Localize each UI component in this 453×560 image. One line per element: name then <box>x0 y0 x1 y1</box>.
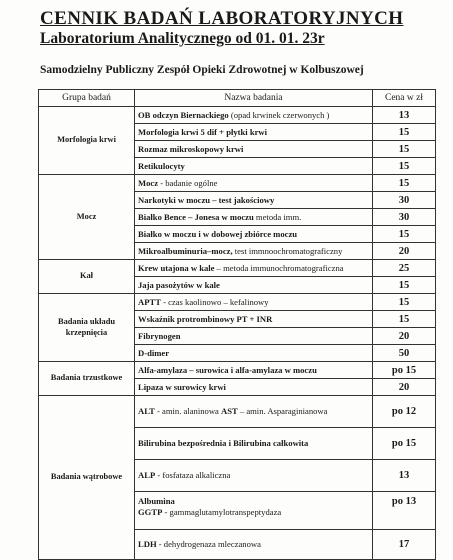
table-row <box>39 175 436 192</box>
column-header-group: Grupa badań <box>39 90 135 107</box>
test-price: 50 <box>373 345 436 362</box>
test-name: D-dimer <box>135 345 373 362</box>
test-price: 25 <box>373 260 436 277</box>
test-price: 15 <box>373 158 436 175</box>
test-price: 13 <box>373 460 436 492</box>
table-row <box>39 294 436 311</box>
group-cell-kal: Kał <box>39 260 135 294</box>
test-price: 20 <box>373 328 436 345</box>
test-name: Jaja pasożytów w kale <box>135 277 373 294</box>
test-name: Białko Bence – Jonesa w moczu metoda imm. <box>135 209 373 226</box>
test-name: OB odczyn Biernackiego (opad krwinek czerwonych ) <box>135 107 373 124</box>
test-price: po 15 <box>373 362 436 379</box>
column-header-name: Nazwa badania <box>135 90 373 107</box>
test-name: LDH - dehydrogenaza mleczanowa <box>135 530 373 560</box>
column-header-price: Cena w zł <box>373 90 436 107</box>
group-cell-krzepniecie: Badania układu krzepnięcia <box>39 294 135 362</box>
test-name: Morfologia krwi 5 dif + płytki krwi <box>135 124 373 141</box>
price-table <box>38 89 436 560</box>
test-name: Bilirubina bezpośrednia i Bilirubina całkowita <box>135 428 373 460</box>
test-price: po 15 <box>373 428 436 460</box>
test-price: 15 <box>373 294 436 311</box>
test-price: 15 <box>373 226 436 243</box>
test-name: ALT - amin. alaninowa AST – amin. Asparaginianowa <box>135 396 373 428</box>
group-cell-watroba: Badania wątrobowe <box>39 396 135 560</box>
test-price: 15 <box>373 311 436 328</box>
test-price: 15 <box>373 175 436 192</box>
group-cell-morfologia: Morfologia krwi <box>39 107 135 175</box>
test-price: 30 <box>373 192 436 209</box>
test-name: Mocz - badanie ogólne <box>135 175 373 192</box>
table-row <box>39 107 436 124</box>
test-name: Albumina GGTP - gammaglutamylotranspeptydaza <box>135 492 373 530</box>
test-name: Białko w moczu i w dobowej zbiórce moczu <box>135 226 373 243</box>
test-name: Alfa-amylaza – surowica i alfa-amylaza w moczu <box>135 362 373 379</box>
table-row <box>39 396 436 428</box>
test-name: APTT - czas kaolinowo – kefalinowy <box>135 294 373 311</box>
group-cell-trzustka: Badania trzustkowe <box>39 362 135 396</box>
test-price: 30 <box>373 209 436 226</box>
test-name: Rozmaz mikroskopowy krwi <box>135 141 373 158</box>
test-price: 20 <box>373 243 436 260</box>
table-header-row <box>39 90 436 107</box>
test-name: Narkotyki w moczu – test jakościowy <box>135 192 373 209</box>
test-name: Mikroalbuminuria–mocz, test immnoochromatograficzny <box>135 243 373 260</box>
organization-name: Samodzielny Publiczny Zespół Opieki Zdrowotnej w Kolbuszowej <box>40 64 364 76</box>
test-price: 20 <box>373 379 436 396</box>
test-price: 15 <box>373 141 436 158</box>
page-title: CENNIK BADAŃ LABORATORYJNYCH <box>40 8 404 29</box>
test-price: 17 <box>373 530 436 560</box>
table-row <box>39 260 436 277</box>
test-price: 15 <box>373 277 436 294</box>
test-price: po 13 <box>373 492 436 530</box>
test-name: Fibrynogen <box>135 328 373 345</box>
test-name: Lipaza w surowicy krwi <box>135 379 373 396</box>
group-cell-mocz: Mocz <box>39 175 135 260</box>
test-name: Krew utajona w kale – metoda immunochromatograficzna <box>135 260 373 277</box>
page-subtitle: Laboratorium Analitycznego od 01. 01. 23r <box>40 30 325 47</box>
test-name: Retikulocyty <box>135 158 373 175</box>
table-row <box>39 362 436 379</box>
test-price: 13 <box>373 107 436 124</box>
test-name: Wskaźnik protrombinowy PT + INR <box>135 311 373 328</box>
test-price: po 12 <box>373 396 436 428</box>
test-name: ALP - fosfataza alkaliczna <box>135 460 373 492</box>
test-price: 15 <box>373 124 436 141</box>
